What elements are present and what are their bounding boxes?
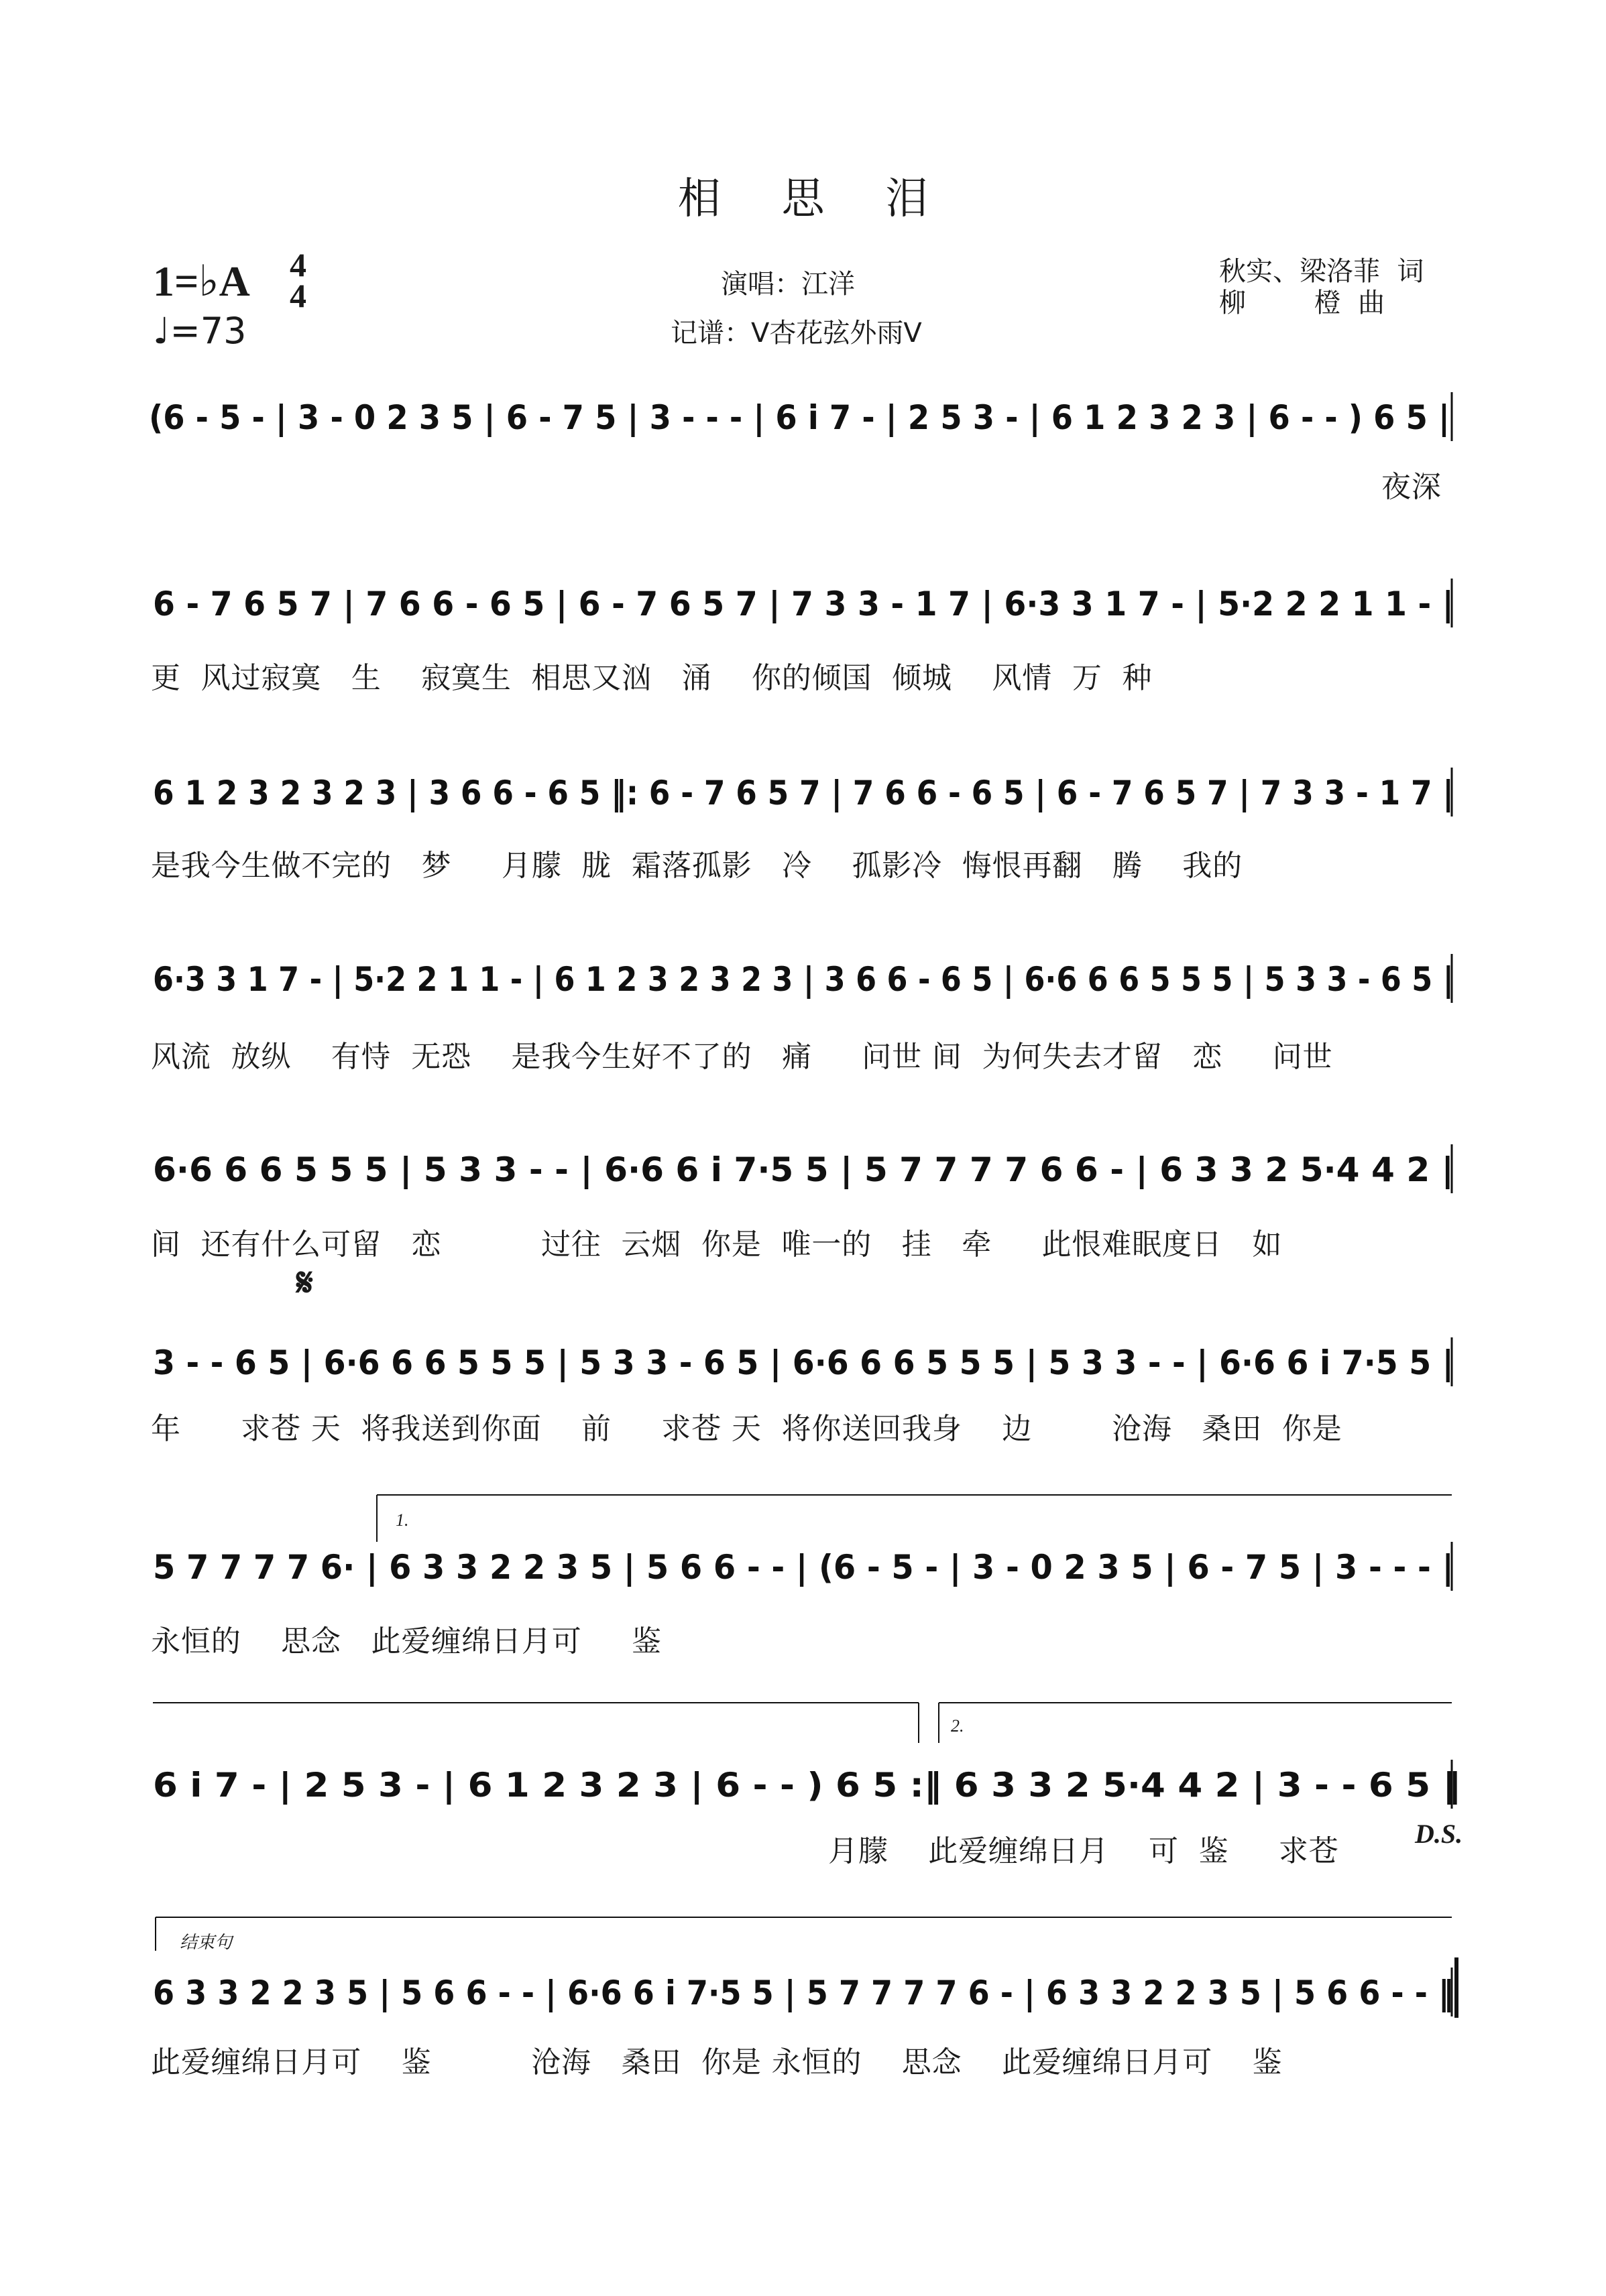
key-signature: 1=♭A <box>153 257 250 305</box>
notation-line-5: 6·6 6 6 5 5 5 | 5 3 3 - - | 6·6 6 i 7·5 5 | 5 7 7 7 7 6 6 - | 6 3 3 2 5·4 4 2 | <box>153 1150 1454 1189</box>
lyrics-line-7: 永恒的 思念 此爱缠绵日月可 鉴 <box>151 1624 662 1658</box>
transcriber-credit: 记谱：V杏花弦外雨V <box>671 318 922 349</box>
notation-line-8: 6 i 7 - | 2 5 3 - | 6 1 2 3 2 3 | 6 - - ) 6 5 :‖ 6 3 3 2 5·4 4 2 | 3 - - 6 5 ‖ <box>153 1766 1460 1805</box>
segno-sign: 𝄋 <box>296 1261 313 1305</box>
lyrics-line-2: 更 风过寂寞 生 寂寞生 相思又汹 涌 你的倾国 倾城 风情 万 种 <box>151 661 1153 695</box>
lyricist-credit: 秋实、梁洛菲 词 <box>1219 256 1424 287</box>
notation-line-2: 6 - 7 6 5 7 | 7 6 6 - 6 5 | 6 - 7 6 5 7 | 7 3 3 - 1 7 | 6·3 3 1 7 - | 5·2 2 2 1 1 - | <box>153 585 1454 623</box>
lyrics-line-9: 此爱缠绵日月可 鉴 沧海 桑田 你是 永恒的 思念 此爱缠绵日月可 鉴 <box>151 2045 1283 2079</box>
lyrics-line-5: 间 还有什么可留 恋 过往 云烟 你是 唯一的 挂 牵 此恨难眠度日 如 <box>151 1227 1283 1262</box>
notation-line-7: 5 7 7 7 7 6· | 6 3 3 2 2 3 5 | 5 6 6 - - | (6 - 5 - | 3 - 0 2 3 5 | 6 - 7 5 | 3 - - - | <box>153 1548 1454 1587</box>
lyrics-line-8: 月朦 此爱缠绵日月 可 鉴 求苍 <box>828 1834 1339 1868</box>
lyrics-line-6: 年 求苍 天 将我送到你面 前 求苍 天 将你送回我身 边 沧海 桑田 你是 <box>151 1412 1342 1446</box>
notation-line-3: 6 1 2 3 2 3 2 3 | 3 6 6 - 6 5 ‖: 6 - 7 6 5 7 | 7 6 6 - 6 5 | 6 - 7 6 5 7 | 7 3 3 - 1 7 | <box>153 774 1454 812</box>
notation-line-4: 6·3 3 1 7 - | 5·2 2 1 1 - | 6 1 2 3 2 3 2 3 | 3 6 6 - 6 5 | 6·6 6 6 5 5 5 | 5 3 3 - 6 5 | <box>153 960 1454 999</box>
composer-credit: 柳 橙 曲 <box>1219 288 1385 318</box>
lyrics-line-1: 夜深 <box>1381 470 1442 504</box>
singer-credit: 演唱：江洋 <box>721 269 855 300</box>
song-title: 相 思 泪 <box>677 174 952 224</box>
time-sig-top: 4 <box>290 246 306 284</box>
notation-line-9: 6 3 3 2 2 3 5 | 5 6 6 - - | 6·6 6 i 7·5 5 | 5 7 7 7 7 6 - | 6 3 3 2 2 3 5 | 5 6 6 - - ‖ <box>153 1974 1454 2012</box>
notation-line-6: 3 - - 6 5 | 6·6 6 6 5 5 5 | 5 3 3 - 6 5 | 6·6 6 6 5 5 5 | 5 3 3 - - | 6·6 6 i 7·5 5 | <box>153 1343 1454 1382</box>
tempo-marking: ♩=73 <box>153 310 247 352</box>
volta-1-label: 1. <box>396 1510 409 1530</box>
notation-line-1: (6 - 5 - | 3 - 0 2 3 5 | 6 - 7 5 | 3 - - - | 6 i 7 - | 2 5 3 - | 6 1 2 3 2 3 | 6 - - ) 6 5 | <box>149 398 1450 437</box>
lyrics-line-3: 是我今生做不完的 梦 月朦 胧 霜落孤影 冷 孤影冷 悔恨再翻 腾 我的 <box>151 849 1243 883</box>
time-sig-bottom: 4 <box>290 277 306 314</box>
lyrics-line-4: 风流 放纵 有恃 无恐 是我今生好不了的 痛 问世 间 为何失去才留 恋 问世 <box>151 1040 1333 1074</box>
ds-marking: D.S. <box>1415 1819 1463 1849</box>
volta-2-label: 2. <box>951 1716 964 1736</box>
ending-bracket-label: 结束句 <box>180 1933 233 1952</box>
